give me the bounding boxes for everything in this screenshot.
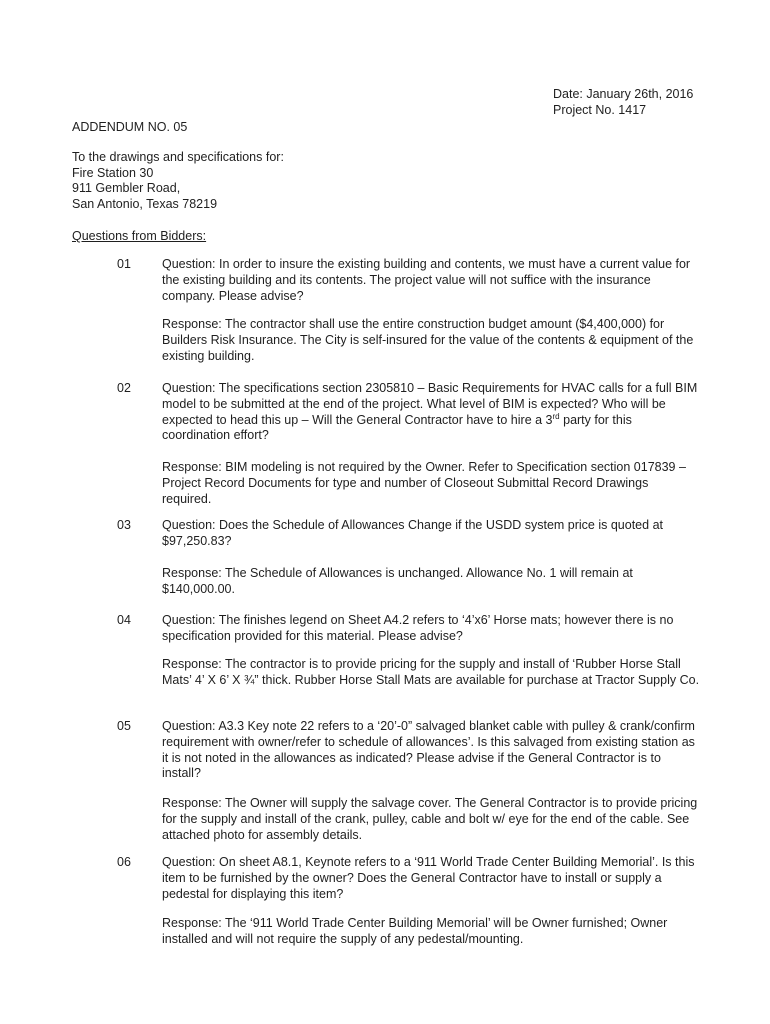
question-text bbox=[162, 257, 700, 304]
section-heading: Questions from Bidders: bbox=[72, 229, 207, 243]
project-name: Fire Station 30 bbox=[72, 165, 154, 180]
question-label: Question: bbox=[162, 257, 216, 271]
response-label: Response: bbox=[162, 317, 222, 331]
question-body: The specifications section 2305810 – Basic Requirements for HVAC calls for a full BIM model to be submitted at the end of the project. What level of BIM is expected? Who will be expected to head this up – Will the General Contractor have to hire a 3 bbox=[162, 381, 698, 427]
address-city: San Antonio, Texas 78219 bbox=[72, 196, 218, 211]
question-body: A3.3 Key note 22 refers to a ‘20’-0” salvaged blanket cable with pulley & crank/confirm requirement with owner/refer to schedule of allowances’. Is this salvaged from existing station as it is not noted in the allowances as indicated? Please advise if the General Contractor is to install? bbox=[162, 719, 695, 781]
question-body: On sheet A8.1, Keynote refers to a ‘911 World Trade Center Building Memorial’. Is this item to be furnished by the owner? Does the General Contractor have to install or supply a pedestal for displaying this item? bbox=[162, 855, 695, 901]
response-body: The contractor shall use the entire construction budget amount ($4,400,000) for Builders Risk Insurance. The City is self-insured for the value of the contents & equipment of the existing building. bbox=[162, 317, 694, 363]
question-body-end: party for this coordination effort? bbox=[162, 412, 632, 443]
response-label: Response: bbox=[162, 916, 222, 930]
question-body: The finishes legend on Sheet A4.2 refers to ‘4’x6’ Horse mats; however there is no specification provided for this material. Please advise? bbox=[162, 613, 674, 643]
response-text bbox=[162, 317, 700, 364]
intro-block bbox=[72, 150, 284, 212]
response-body: The Owner will supply the salvage cover. The General Contractor is to provide pricing for the supply and install of the crank, pulley, cable and bolt w/ eye for the end of the cable. See attached photo for assembly details. bbox=[162, 796, 698, 842]
question-label: Question: bbox=[162, 518, 216, 532]
ordinal-suffix: rd bbox=[552, 411, 560, 421]
question-label: Question: bbox=[162, 855, 216, 869]
intro-line: To the drawings and specifications for: bbox=[72, 150, 284, 164]
response-text bbox=[162, 460, 700, 507]
response-text bbox=[162, 916, 700, 948]
item-number: 05 bbox=[117, 719, 131, 733]
response-text bbox=[162, 796, 700, 843]
date-block bbox=[553, 86, 693, 118]
item-number: 06 bbox=[117, 855, 131, 869]
addendum-title: ADDENDUM NO. 05 bbox=[72, 120, 188, 134]
response-label: Response: bbox=[162, 566, 222, 580]
question-text bbox=[162, 381, 700, 444]
address-street: 911 Gembler Road, bbox=[72, 181, 181, 195]
response-label: Response: bbox=[162, 460, 222, 474]
response-body: The Schedule of Allowances is unchanged. Allowance No. 1 will remain at $140,000.00. bbox=[162, 566, 633, 596]
item-number: 02 bbox=[117, 381, 131, 395]
question-text bbox=[162, 518, 700, 550]
response-text bbox=[162, 566, 700, 598]
item-number: 03 bbox=[117, 518, 131, 532]
item-number: 04 bbox=[117, 613, 131, 627]
response-label: Response: bbox=[162, 796, 222, 810]
question-label: Question: bbox=[162, 381, 216, 395]
question-text bbox=[162, 855, 700, 902]
project-number: Project No. 1417 bbox=[553, 103, 647, 117]
question-body: Does the Schedule of Allowances Change if the USDD system price is quoted at $97,250.83? bbox=[162, 518, 663, 548]
response-text bbox=[162, 657, 700, 689]
item-number: 01 bbox=[117, 257, 131, 271]
question-text bbox=[162, 613, 700, 645]
response-body: BIM modeling is not required by the Owner. Refer to Specification section 017839 – Project Record Documents for type and number of Closeout Submittal Record Drawings required. bbox=[162, 460, 686, 506]
question-label: Question: bbox=[162, 613, 216, 627]
question-body: In order to insure the existing building and contents, we must have a current value for the existing building and its contents. The project value will not suffice with the insurance company. Please advise? bbox=[162, 257, 691, 303]
date-line: Date: January 26th, 2016 bbox=[553, 87, 694, 101]
response-body: The contractor is to provide pricing for the supply and install of ‘Rubber Horse Stall Mats’ 4’ X 6’ X ¾” thick. Rubber Horse Stall Mats are available for purchase at Tractor Supply Co. bbox=[162, 657, 700, 687]
response-label: Response: bbox=[162, 657, 222, 671]
response-body: The ‘911 World Trade Center Building Memorial’ will be Owner furnished; Owner installed and will not require the supply of any pedestal/mounting. bbox=[162, 916, 668, 946]
question-text bbox=[162, 719, 700, 782]
question-label: Question: bbox=[162, 719, 216, 733]
